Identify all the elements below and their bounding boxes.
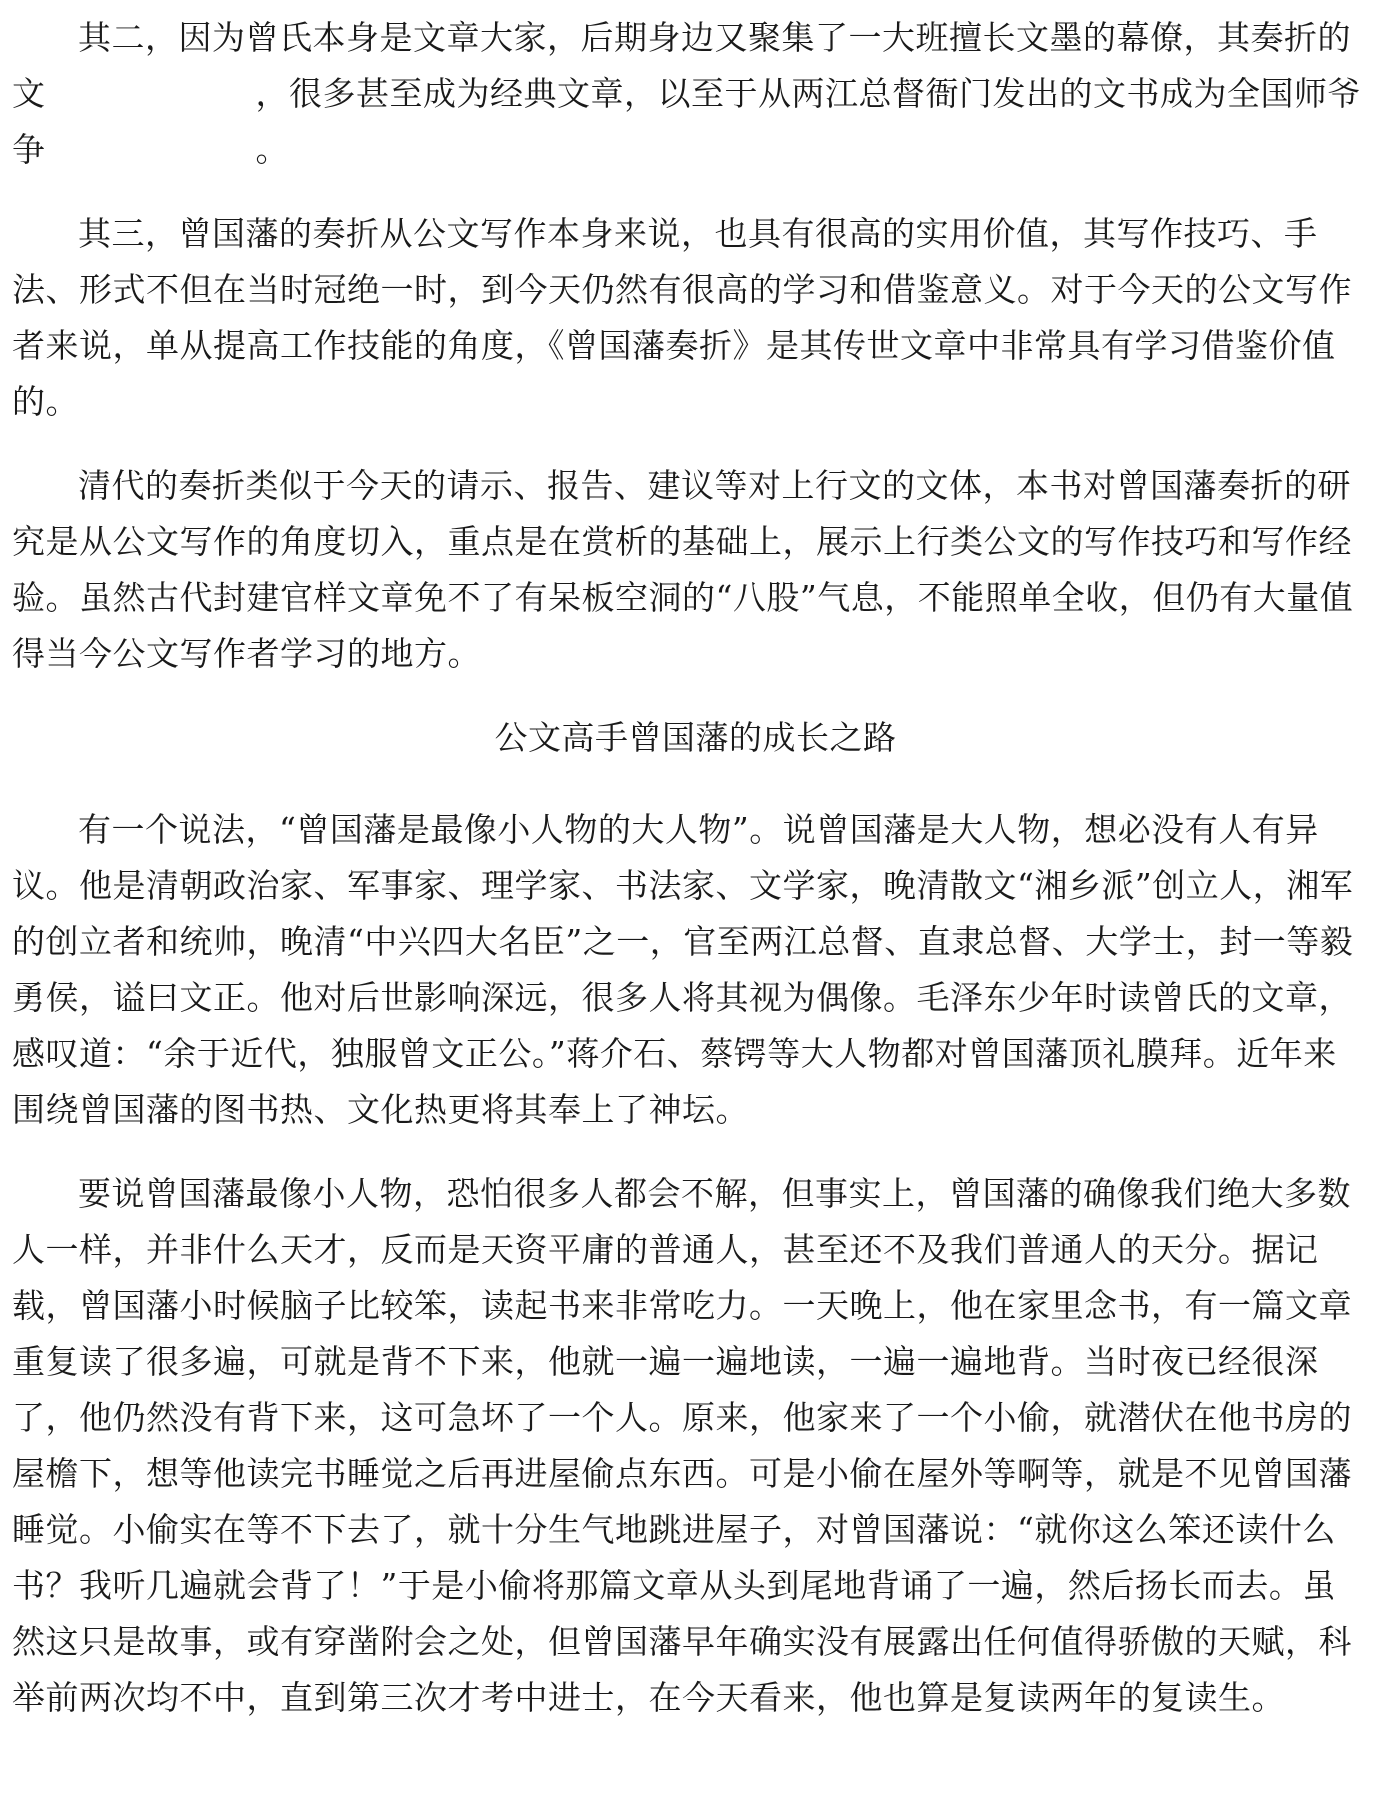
text-fragment: ，很多甚至成为经典文章，以至于从两江总督衙门发出的文书成为全国师爷 [255,74,1361,113]
text-fragment: 。 [255,130,289,169]
paragraph-4 [12,802,1382,1138]
text-line: 书？我听几遍就会背了！”于是小偷将那篇文章从头到尾地背诵了一遍，然后扬长而去。虽 [12,1566,1336,1605]
text-line: 的。 [12,382,79,421]
text-line: 了，他仍然没有背下来，这可急坏了一个人。原来，他家来了一个小偷，就潜伏在他书房的 [12,1398,1352,1437]
paragraph-1 [12,10,1382,178]
text-line: 屋檐下，想等他读完书睡觉之后再进屋偷点东西。可是小偷在屋外等啊等，就是不见曾国藩 [12,1454,1352,1493]
text-line: 要说曾国藩最像小人物，恐怕很多人都会不解，但事实上，曾国藩的确像我们绝大多数 [78,1174,1351,1213]
paragraph-3 [12,458,1382,682]
paragraph-5 [12,1166,1382,1726]
text-line: 清代的奏折类似于今天的请示、报告、建议等对上行文的文体，本书对曾国藩奏折的研 [78,466,1351,505]
text-line: 勇侯，谥曰文正。他对后世影响深远，很多人将其视为偶像。毛泽东少年时读曾氏的文章， [12,978,1352,1017]
text-line: 重复读了很多遍，可就是背不下来，他就一遍一遍地读，一遍一遍地背。当时夜已经很深 [12,1342,1319,1381]
text-line: 感叹道：“余于近代，独服曾文正公。”蒋介石、蔡锷等大人物都对曾国藩顶礼膜拜。近年来 [12,1034,1337,1073]
text-fragment: 文 [12,74,46,113]
text-line: 有一个说法，“曾国藩是最像小人物的大人物”。说曾国藩是大人物，想必没有人有异 [78,810,1319,849]
text-line: 载，曾国藩小时候脑子比较笨，读起书来非常吃力。一天晚上，他在家里念书，有一篇文章 [12,1286,1352,1325]
text-line: 人一样，并非什么天才，反而是天资平庸的普通人，甚至还不及我们普通人的天分。据记 [12,1230,1319,1269]
text-line: 其三，曾国藩的奏折从公文写作本身来说，也具有很高的实用价值，其写作技巧、手 [78,214,1318,253]
paragraph-2 [12,206,1382,430]
text-line: 议。他是清朝政治家、军事家、理学家、书法家、文学家，晚清散文“湘乡派”创立人，湘军 [12,866,1354,905]
text-line: 其二，因为曾氏本身是文章大家，后期身边又聚集了一大班擅长文墨的幕僚，其奏折的 [78,18,1351,57]
text-line: 睡觉。小偷实在等不下去了，就十分生气地跳进屋子，对曾国藩说：“就你这么笨还读什么 [12,1510,1336,1549]
text-line: 的创立者和统帅，晚清“中兴四大名臣”之一，官至两江总督、直隶总督、大学士，封一等毅 [12,922,1354,961]
text-line: 究是从公文写作的角度切入，重点是在赏析的基础上，展示上行类公文的写作技巧和写作经 [12,522,1352,561]
section-heading: 公文高手曾国藩的成长之路 [494,718,897,757]
text-line: 法、形式不但在当时冠绝一时，到今天仍然有很高的学习和借鉴意义。对于今天的公文写作 [12,270,1352,309]
text-line: 然这只是故事，或有穿凿附会之处，但曾国藩早年确实没有展露出任何值得骄傲的天赋，科 [12,1622,1352,1661]
text-line-with-gap [12,122,1382,178]
text-line: 得当今公文写作者学习的地方。 [12,634,481,673]
text-line: 举前两次均不中，直到第三次才考中进士，在今天看来，他也算是复读两年的复读生。 [12,1678,1285,1717]
text-line: 验。虽然古代封建官样文章免不了有呆板空洞的“八股”气息，不能照单全收，但仍有大量值 [12,578,1354,617]
text-line: 围绕曾国藩的图书热、文化热更将其奉上了神坛。 [12,1090,749,1129]
text-line: 者来说，单从提高工作技能的角度，《曾国藩奏折》是其传世文章中非常具有学习借鉴价值 [12,326,1336,365]
text-line-with-gap [12,66,1382,122]
text-fragment: 争 [12,130,46,169]
